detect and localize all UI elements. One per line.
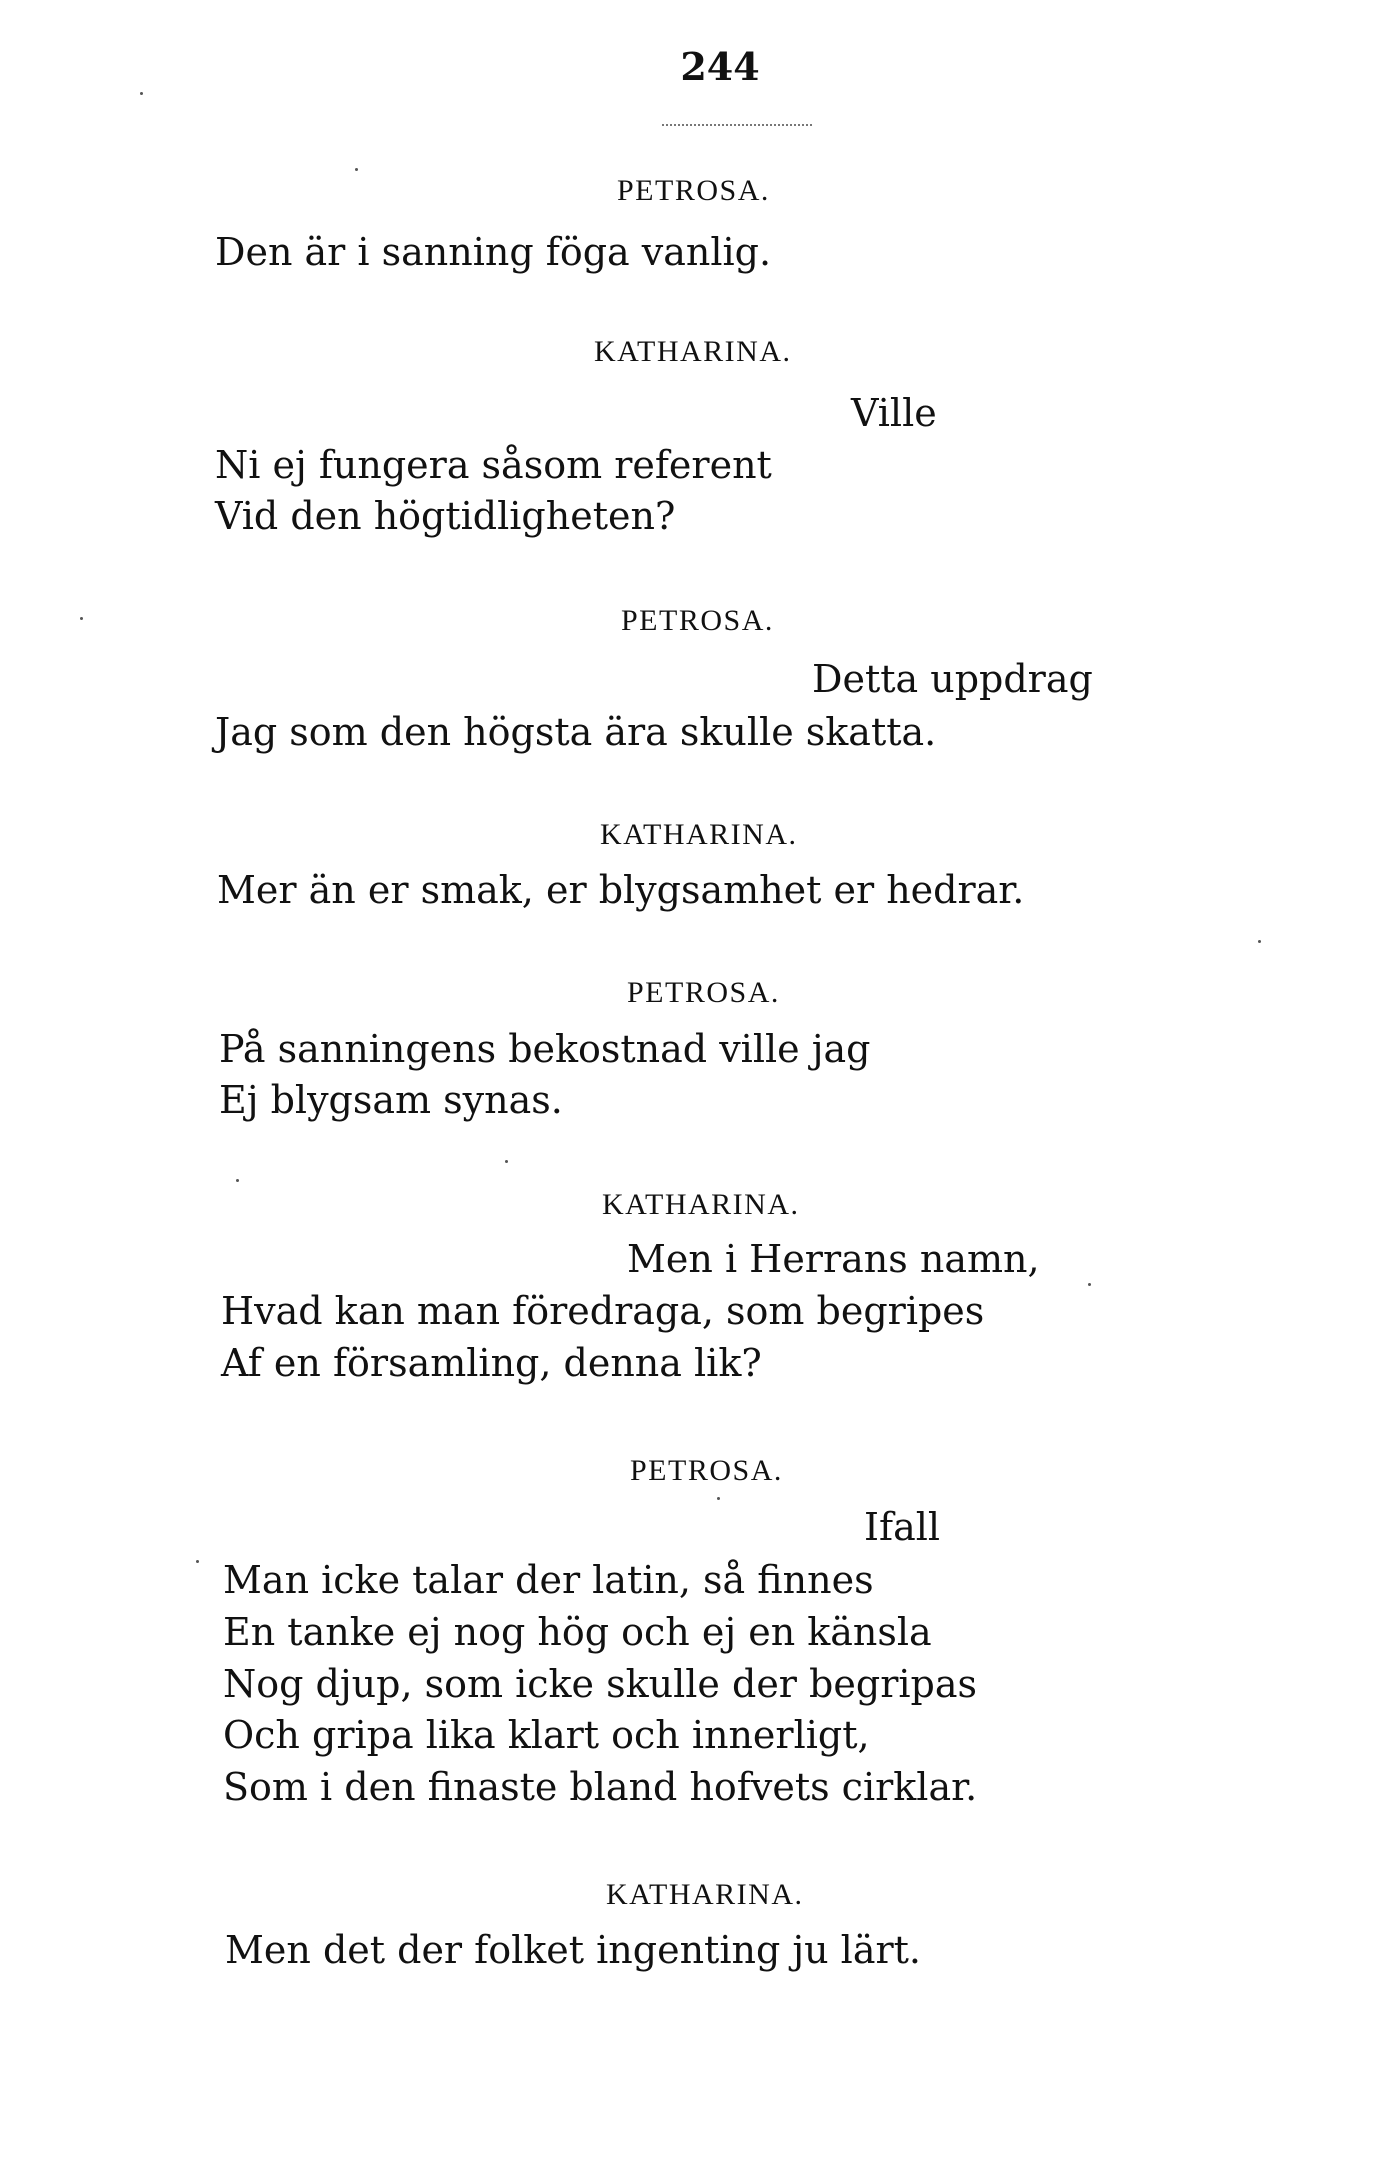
- verse-line: Vid den högtidligheten?: [215, 494, 676, 538]
- header-rule: [662, 124, 812, 126]
- scan-speck: [1088, 1283, 1091, 1286]
- verse-line: Mer än er smak, er blygsamhet er hedrar.: [217, 868, 1025, 912]
- verse-line: Men i Herrans namn,: [627, 1237, 1040, 1281]
- verse-line: Ej blygsam synas.: [219, 1078, 563, 1122]
- speaker-name: PETROSA.: [627, 976, 780, 1009]
- scan-speck: [717, 1497, 720, 1500]
- verse-line: En tanke ej nog hög och ej en känsla: [223, 1610, 932, 1654]
- speaker-name: KATHARINA.: [606, 1878, 804, 1911]
- speaker-name: KATHARINA.: [602, 1188, 800, 1221]
- scan-speck: [1258, 940, 1261, 943]
- verse-line: Som i den finaste bland hofvets cirklar.: [223, 1765, 978, 1809]
- verse-line: Den är i sanning föga vanlig.: [215, 230, 772, 274]
- scan-speck: [505, 1160, 508, 1163]
- verse-line: På sanningens bekostnad ville jag: [219, 1027, 871, 1071]
- verse-line: Man icke talar der latin, så finnes: [223, 1558, 874, 1602]
- verse-line: Nog djup, som icke skulle der begripas: [223, 1662, 977, 1706]
- scan-speck: [140, 92, 143, 95]
- scan-speck: [355, 168, 358, 171]
- speaker-name: PETROSA.: [621, 604, 774, 637]
- verse-line: Ni ej fungera såsom referent: [215, 443, 772, 487]
- speaker-name: PETROSA.: [630, 1454, 783, 1487]
- scan-speck: [196, 1560, 199, 1563]
- speaker-name: KATHARINA.: [594, 335, 792, 368]
- speaker-name: KATHARINA.: [600, 818, 798, 851]
- speaker-name: PETROSA.: [617, 174, 770, 207]
- verse-line: Ville: [851, 391, 937, 435]
- verse-line: Men det der folket ingenting ju lärt.: [225, 1928, 922, 1972]
- verse-line: Ifall: [864, 1505, 941, 1549]
- verse-line: Jag som den högsta ära skulle skatta.: [215, 710, 937, 754]
- verse-line: Af en församling, denna lik?: [221, 1341, 762, 1385]
- verse-line: Hvad kan man föredraga, som begripes: [221, 1289, 985, 1333]
- verse-line: Detta uppdrag: [812, 657, 1093, 701]
- page-number: 244: [680, 44, 760, 89]
- scan-speck: [236, 1179, 239, 1182]
- verse-line: Och gripa lika klart och innerligt,: [223, 1713, 870, 1757]
- scan-speck: [80, 617, 83, 620]
